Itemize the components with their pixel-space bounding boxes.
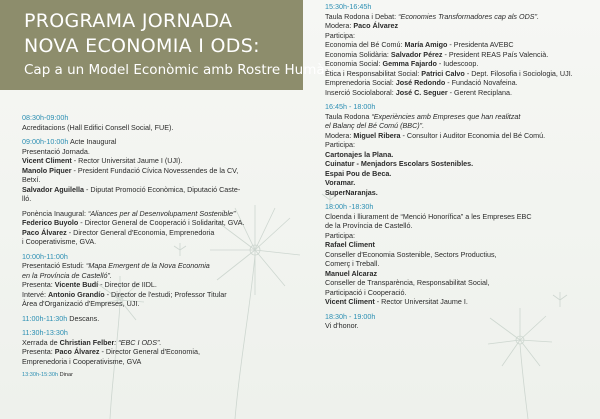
speaker-name: Patrici Calvo: [421, 68, 465, 78]
speaker-name: Salvador Aguilella: [22, 184, 85, 194]
company-name: Espai Pou de Beca.: [325, 168, 392, 178]
session-title: Acte Inaugural: [68, 137, 117, 146]
session-roundtable-bbc: [325, 102, 585, 197]
company-name: Cartonajes la Plana.: [325, 149, 394, 159]
company-name: Cuinatur - Menjadors Escolars Sostenibles.: [325, 159, 474, 168]
session-line: de la Província de Castelló.: [325, 221, 413, 230]
speaker-name: Vicent Climent: [325, 297, 375, 306]
speaker-role: - Director General de Cooperació i Solidaritat, GVA.: [78, 218, 245, 227]
talk-title: : “EBC I ODS”.: [114, 337, 162, 347]
speaker-role-cont: Betxí.: [22, 175, 41, 184]
speaker-role: - Iudescoop.: [436, 59, 479, 68]
session-time: 11:00h-11:30h: [22, 313, 68, 323]
session-line: Cloenda i lliurament de “Menció Honorífica” a les Empreses EBC: [325, 211, 532, 221]
speaker-name: Manuel Alcaraz: [325, 268, 378, 278]
speaker-role: - Presidenta AVEBC: [447, 40, 514, 49]
speaker-role: - Dept. Filosofia i Sociologia, UJI.: [464, 68, 573, 78]
program-title-line2: NOVA ECONOMIA I ODS:: [24, 35, 260, 57]
session-label: Xerrada de: [22, 337, 60, 347]
field-label: Inserció Sociolaboral:: [325, 87, 396, 97]
speaker-role-cont: Emprenedoria i Cooperativisme, GVA: [22, 356, 142, 366]
speaker-role: - Rector Universitat Jaume I.: [374, 297, 468, 306]
title-banner: [0, 0, 325, 90]
speaker-name: María Amigo: [404, 40, 448, 49]
role-label: Intervé:: [22, 289, 48, 299]
speaker-role: Conseller d'Economia Sostenible, Sectors Productius,: [325, 249, 497, 259]
session-opening: [22, 137, 300, 204]
talk-title: “Experiències amb Empreses que han realitzat: [371, 111, 521, 121]
participants-label: Participa:: [325, 230, 355, 240]
session-label: Presentació Estudi:: [22, 261, 86, 270]
session-time: 18:30h - 19:00h: [325, 311, 376, 321]
session-title: Descans.: [67, 313, 100, 323]
speaker-name: Salvador Pérez: [390, 49, 443, 59]
speaker-role: - Director General d'Economia,: [99, 347, 200, 356]
speaker-role-cont: i Cooperativisme, GVA.: [22, 237, 97, 246]
field-label: Economia Solidària:: [325, 49, 391, 59]
talk-title: “Mapa Emergent de la Nova Economia: [85, 261, 210, 270]
speaker-role: - Rector Universitat Jaume I (UJI).: [71, 156, 183, 165]
field-label: Emprenedoria Social:: [325, 78, 396, 87]
speaker-name: Manolo Piquer: [22, 165, 72, 175]
session-break: [22, 314, 300, 324]
speaker-role-cont: Participació i Cooperació.: [325, 287, 407, 297]
session-reception: [325, 312, 585, 331]
session-label: Taula Rodona i Debat:: [325, 11, 399, 21]
session-time: 13:30h-15:30h: [22, 372, 59, 378]
session-line: Presentació Jornada.: [22, 146, 90, 156]
speaker-role: - Fundació Novafeina.: [445, 78, 518, 87]
field-label: Economia del Bé Comú:: [325, 40, 405, 49]
speaker-name: Vicent Climent: [22, 156, 72, 165]
role-label: Modera:: [325, 21, 354, 30]
talk-title: “Economies Transformadores cap als ODS”.: [398, 11, 539, 21]
speaker-role: - Director de l'estudi; Professor Titular: [104, 289, 227, 299]
speaker-name: Christian Felber: [59, 337, 115, 347]
role-label: Modera:: [325, 130, 354, 140]
speaker-name: Paco Álvarez: [22, 227, 67, 237]
speaker-name: Gemma Fajardo: [382, 59, 437, 68]
speaker-name: Miguel Ribera: [353, 130, 401, 140]
program-subtitle: Cap a un Model Econòmic amb Rostre Humà: [24, 62, 325, 78]
session-closing: [325, 202, 585, 307]
speaker-role: - Gerent Reciplana.: [447, 87, 512, 97]
session-lunch: [22, 371, 300, 379]
speaker-role-cont: Àrea d'Organizació d'Empreses, UJI.: [22, 299, 140, 308]
role-label: Presenta:: [22, 347, 55, 356]
role-label: Presenta:: [22, 280, 55, 289]
speaker-name: Rafael Climent: [325, 240, 375, 249]
schedule-right-column: [325, 2, 585, 336]
speaker-role: - President REAS País Valencià.: [442, 49, 549, 59]
speaker-role-cont: Comerç i Treball.: [325, 259, 380, 268]
session-study: [22, 252, 300, 309]
session-time: 10:00h-11:00h: [22, 251, 68, 261]
field-label: Ètica i Responsabilitat Social:: [325, 68, 422, 78]
session-line: Vi d'honor.: [325, 321, 359, 330]
session-time: 11:30h-13:30h: [22, 328, 68, 337]
speaker-name: Federico Buyolo: [22, 218, 79, 227]
speaker-role: - Director de IIDL.: [98, 280, 157, 289]
session-title: Dinar: [58, 372, 74, 378]
speaker-name: Paco Álvarez: [353, 21, 399, 30]
participants-label: Participa:: [325, 30, 355, 40]
speaker-name: José C. Seguer: [395, 87, 448, 97]
speaker-name: Antonio Grandío: [47, 289, 105, 299]
speaker-role: - President Fundació Cívica Novessendes de la CV,: [71, 165, 239, 175]
talk-title: “Aliances per al Desenvolupament Sostenible”: [87, 208, 236, 218]
speaker-name: José Redondo: [395, 78, 446, 87]
session-label: Taula Rodona: [325, 111, 372, 121]
session-label: Ponència Inaugural:: [22, 208, 88, 218]
schedule-left-column: [22, 113, 300, 384]
session-talk: [22, 328, 300, 366]
speaker-role: Conseller de Transparència, Responsabilitat Social,: [325, 278, 490, 287]
speaker-name: Vicente Budí: [54, 280, 99, 289]
program-title: PROGRAMA JORNADA: [24, 10, 233, 32]
session-time: 08:30h-09:00h: [22, 113, 69, 122]
speaker-role: - Diputat Promoció Econòmica, Diputació Caste-: [84, 184, 241, 194]
session-time: 16:45h - 18:00h: [325, 102, 376, 111]
session-time: 09:00h-10:00h: [22, 137, 69, 146]
talk-title-cont: el Balanç del Bé Comú (BBC)”.: [325, 121, 425, 130]
session-time: 15:30h-16:45h: [325, 2, 372, 11]
session-accreditation: [22, 113, 300, 132]
session-line: Acreditacions (Hall Edifici Consell Social, FUE).: [22, 122, 174, 132]
speaker-name: Paco Álvarez: [54, 347, 100, 356]
participants-label: Participa:: [325, 140, 355, 149]
speaker-role: - Consultor i Auditor Economia del Bé Comú.: [400, 130, 546, 140]
session-keynote: [22, 209, 300, 247]
field-label: Economia Social:: [325, 59, 383, 68]
speaker-role-cont: lló.: [22, 194, 32, 203]
talk-title-cont: en la Província de Castelló”.: [22, 270, 112, 280]
session-roundtable-debate: [325, 2, 585, 97]
session-time: 18:00h -18:30h: [325, 202, 374, 211]
speaker-role: - Director General d'Economia, Emprenedoria: [66, 227, 215, 237]
company-name: Voramar.: [325, 178, 356, 187]
company-name: SuperNaranjas.: [325, 187, 378, 197]
